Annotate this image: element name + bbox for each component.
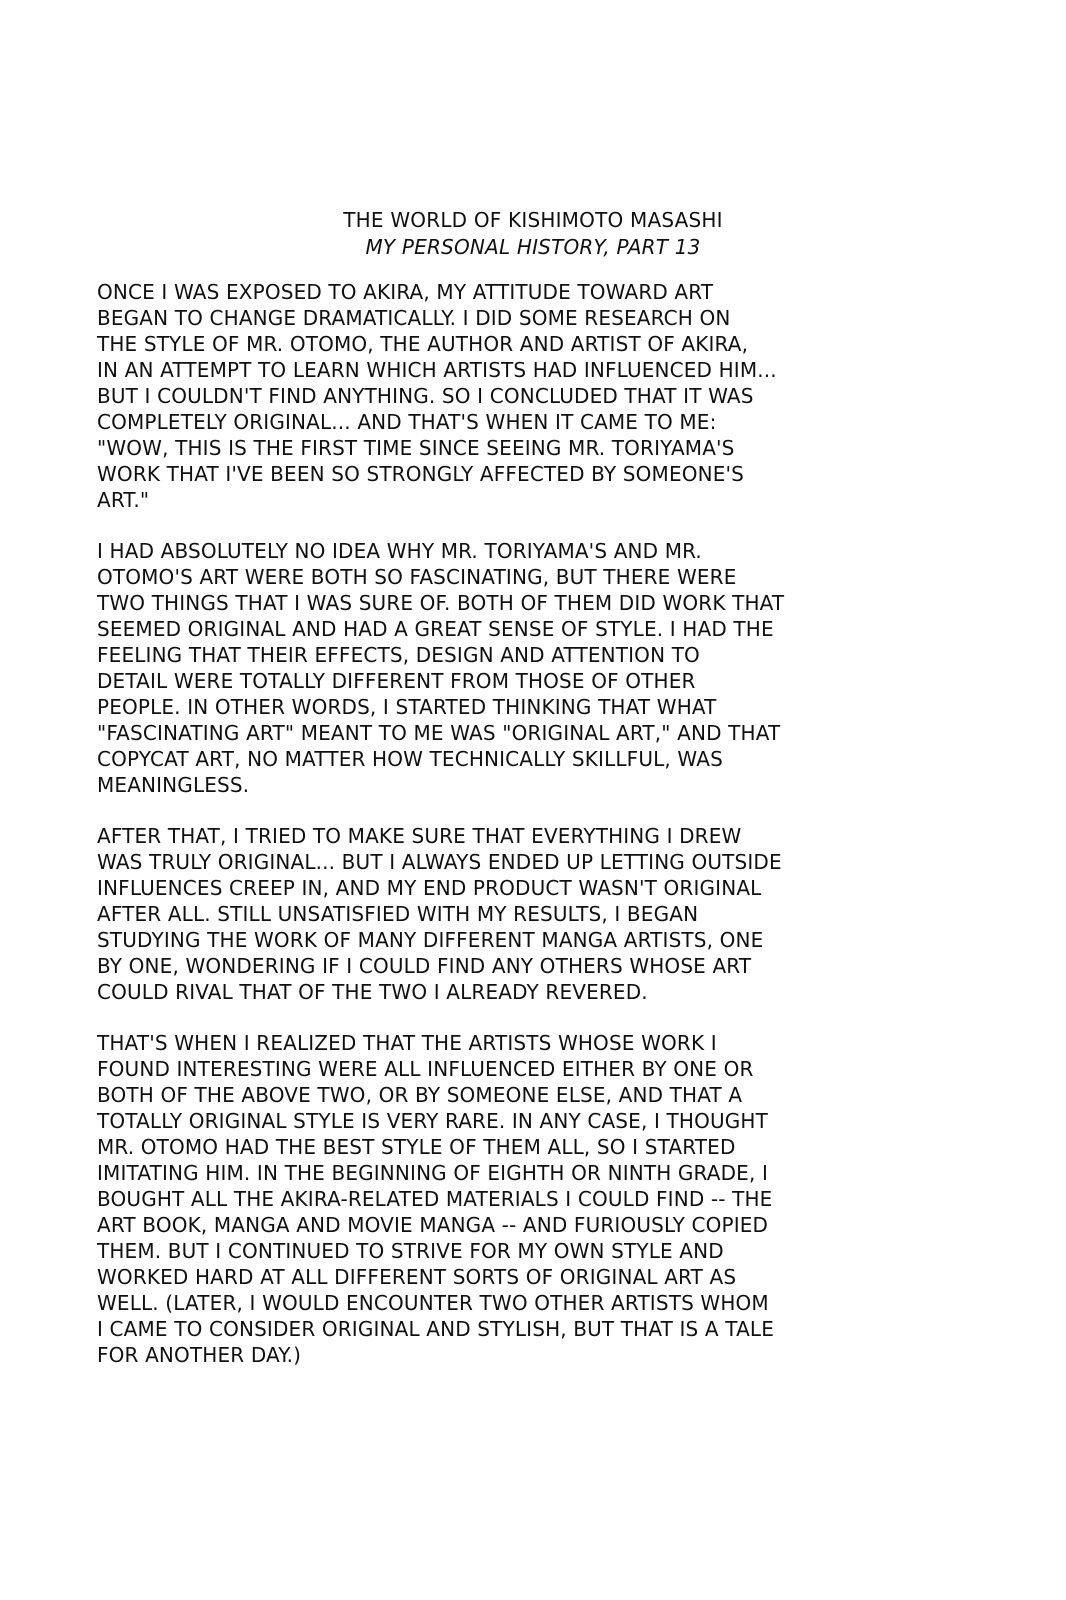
text-line: IN AN ATTEMPT TO LEARN WHICH ARTISTS HAD INFLUENCED HIM... (97, 358, 777, 382)
text-line: ART BOOK, MANGA AND MOVIE MANGA -- AND FURIOUSLY COPIED (97, 1213, 769, 1237)
text-line: WELL. (LATER, I WOULD ENCOUNTER TWO OTHER ARTISTS WHOM (97, 1291, 769, 1315)
text-line: TOTALLY ORIGINAL STYLE IS VERY RARE. IN ANY CASE, I THOUGHT (97, 1109, 768, 1133)
text-line: FOUND INTERESTING WERE ALL INFLUENCED EITHER BY ONE OR (97, 1057, 754, 1081)
text-line: IMITATING HIM. IN THE BEGINNING OF EIGHTH OR NINTH GRADE, I (97, 1161, 769, 1185)
text-line: BEGAN TO CHANGE DRAMATICALLY. I DID SOME RESEARCH ON (97, 306, 731, 330)
paragraph-3 (97, 823, 977, 1005)
paragraph-2 (97, 538, 977, 798)
text-line: AFTER ALL. STILL UNSATISFIED WITH MY RESULTS, I BEGAN (97, 902, 699, 926)
paragraph-4 (97, 1030, 977, 1368)
text-line: I HAD ABSOLUTELY NO IDEA WHY MR. TORIYAMA'S AND MR. (97, 539, 702, 563)
text-line: WORK THAT I'VE BEEN SO STRONGLY AFFECTED BY SOMEONE'S (97, 462, 745, 486)
text-line: COPYCAT ART, NO MATTER HOW TECHNICALLY SKILLFUL, WAS (97, 747, 723, 771)
text-line: MEANINGLESS. (97, 773, 250, 797)
text-line: STUDYING THE WORK OF MANY DIFFERENT MANGA ARTISTS, ONE (97, 928, 764, 952)
text-line: BOUGHT ALL THE AKIRA-RELATED MATERIALS I COULD FIND -- THE (97, 1187, 773, 1211)
text-line: FEELING THAT THEIR EFFECTS, DESIGN AND ATTENTION TO (97, 643, 700, 667)
text-line: PEOPLE. IN OTHER WORDS, I STARTED THINKING THAT WHAT (97, 695, 717, 719)
text-line: COULD RIVAL THAT OF THE TWO I ALREADY REVERED. (97, 980, 648, 1004)
text-line: AFTER THAT, I TRIED TO MAKE SURE THAT EVERYTHING I DREW (97, 824, 742, 848)
text-line: ART." (97, 488, 150, 512)
paragraph-1 (97, 279, 977, 513)
text-line: MR. OTOMO HAD THE BEST STYLE OF THEM ALL, SO I STARTED (97, 1135, 736, 1159)
text-line: "WOW, THIS IS THE FIRST TIME SINCE SEEING MR. TORIYAMA'S (97, 436, 735, 460)
page-heading (0, 207, 1066, 261)
heading-title: THE WORLD OF KISHIMOTO MASASHI (343, 208, 723, 232)
text-line: SEEMED ORIGINAL AND HAD A GREAT SENSE OF STYLE. I HAD THE (97, 617, 774, 641)
text-line: BOTH OF THE ABOVE TWO, OR BY SOMEONE ELSE, AND THAT A (97, 1083, 743, 1107)
text-line: BY ONE, WONDERING IF I COULD FIND ANY OTHERS WHOSE ART (97, 954, 752, 978)
text-line: COMPLETELY ORIGINAL... AND THAT'S WHEN IT CAME TO ME: (97, 410, 717, 434)
text-line: THEM. BUT I CONTINUED TO STRIVE FOR MY OWN STYLE AND (97, 1239, 724, 1263)
text-line: FOR ANOTHER DAY.) (97, 1343, 302, 1367)
text-line: INFLUENCES CREEP IN, AND MY END PRODUCT WASN'T ORIGINAL (97, 876, 762, 900)
text-line: WAS TRULY ORIGINAL... BUT I ALWAYS ENDED UP LETTING OUTSIDE (97, 850, 782, 874)
text-line: I CAME TO CONSIDER ORIGINAL AND STYLISH, BUT THAT IS A TALE (97, 1317, 774, 1341)
text-line: THAT'S WHEN I REALIZED THAT THE ARTISTS WHOSE WORK I (97, 1031, 717, 1055)
text-line: BUT I COULDN'T FIND ANYTHING. SO I CONCLUDED THAT IT WAS (97, 384, 754, 408)
text-line: TWO THINGS THAT I WAS SURE OF. BOTH OF THEM DID WORK THAT (97, 591, 785, 615)
article-body (97, 279, 977, 1393)
text-line: WORKED HARD AT ALL DIFFERENT SORTS OF ORIGINAL ART AS (97, 1265, 737, 1289)
text-line: "FASCINATING ART" MEANT TO ME WAS "ORIGINAL ART," AND THAT (97, 721, 781, 745)
text-line: OTOMO'S ART WERE BOTH SO FASCINATING, BUT THERE WERE (97, 565, 737, 589)
text-line: DETAIL WERE TOTALLY DIFFERENT FROM THOSE OF OTHER (97, 669, 696, 693)
heading-subtitle: MY PERSONAL HISTORY, PART 13 (365, 235, 701, 259)
text-line: ONCE I WAS EXPOSED TO AKIRA, MY ATTITUDE TOWARD ART (97, 280, 714, 304)
text-line: THE STYLE OF MR. OTOMO, THE AUTHOR AND ARTIST OF AKIRA, (97, 332, 749, 356)
